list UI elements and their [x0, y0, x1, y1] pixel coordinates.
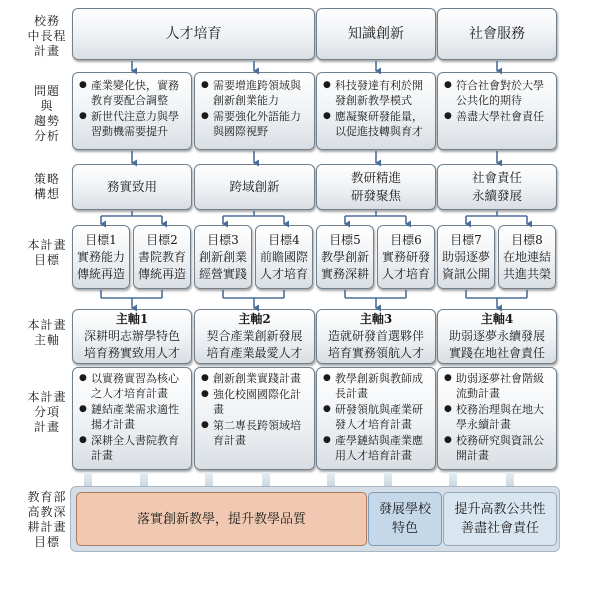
down-arrow-icon	[262, 472, 270, 487]
axis-line: 培育務實致用人才	[83, 346, 180, 360]
goal-line: 目標2	[146, 232, 178, 247]
row-label-moe-goals	[22, 490, 72, 550]
plan-header-service	[437, 8, 557, 60]
analysis-item: ● 善盡大學社會責任	[444, 109, 552, 124]
goal-line: 共進共榮	[502, 266, 551, 281]
goal-line: 前瞻國際	[259, 249, 308, 264]
analysis-item: ● 科技發達有利於開發創新教學模式	[323, 78, 431, 108]
axis-title: 主軸4	[480, 312, 514, 326]
goal-box-6	[377, 225, 435, 289]
plan-header-knowledge-text: 知識創新	[348, 26, 404, 42]
goal-line: 目標6	[390, 232, 422, 247]
goal-line: 實務能力	[76, 249, 125, 264]
analysis-item: ● 產業變化快，實務教育要配合調整	[79, 78, 187, 108]
goal-box-2	[133, 225, 191, 289]
goal-line: 目標4	[268, 232, 300, 247]
goal-line: 傳統再造	[76, 266, 125, 281]
axis-box-2	[194, 309, 315, 364]
goal-line: 資訊公開	[441, 266, 490, 281]
goal-line: 經營實踐	[198, 266, 247, 281]
goal-box-7	[437, 225, 495, 289]
sub-plan-item: ● 以實務實習為核心之人才培育計畫	[79, 371, 187, 401]
strategy-box-3	[316, 164, 436, 210]
sub-plan-item: ● 校務研究與資訊公開計畫	[444, 433, 552, 463]
goal-line: 書院教育	[137, 249, 186, 264]
axis-line: 造就研發首選夥伴	[327, 329, 424, 343]
sub-plan-item: ● 產學鏈結與產業應用人才培育計畫	[323, 433, 431, 463]
row-label-plan	[22, 14, 72, 59]
moe-goal-school-features	[368, 492, 442, 546]
goal-line: 人才培育	[381, 266, 430, 281]
analysis-item: ● 符合社會對於大學公共化的期待	[444, 78, 552, 108]
moe-goal-line: 發展學校	[378, 502, 431, 517]
down-arrow-icon	[506, 472, 514, 487]
analysis-item: ● 新世代注意力與學習動機需要提升	[79, 109, 187, 139]
analysis-item: ● 應凝聚研發能量，以促進技轉與育才	[323, 109, 431, 139]
axis-title: 主軸1	[115, 312, 149, 326]
strategy-line: 永續發展	[471, 188, 522, 203]
sub-plan-item: ● 創新創業實踐計畫	[201, 371, 310, 386]
plan-header-talent	[72, 8, 315, 60]
row-label-strategy	[22, 172, 72, 202]
sub-plan-box-3	[316, 367, 436, 470]
axis-box-3	[316, 309, 436, 364]
axis-title: 主軸3	[359, 312, 393, 326]
goal-line: 實務深耕	[320, 266, 369, 281]
sub-plan-item: ● 第二專長跨領域培育計畫	[201, 418, 310, 448]
axis-line: 助弱逐夢永續發展	[448, 329, 545, 343]
goal-box-4	[255, 225, 313, 289]
goal-box-8	[498, 225, 556, 289]
sub-plan-item: ● 鏈結產業需求適性揚才計畫	[79, 402, 187, 432]
row-label-analysis	[22, 84, 72, 144]
row-label-plan-text: 校務 中長程 計畫	[27, 14, 67, 58]
plan-header-talent-text: 人才培育	[165, 26, 222, 42]
analysis-item: ● 需要強化外語能力與國際視野	[201, 109, 310, 139]
strategy-line: 研發聚焦	[350, 188, 401, 203]
goal-line: 目標1	[85, 232, 117, 247]
row-label-moe-goals-text: 教育部 高教深 耕計畫 目標	[27, 490, 67, 549]
sub-plan-item: ● 深耕全人書院教育計畫	[79, 433, 187, 463]
axis-line: 契合產業創新發展	[206, 329, 303, 343]
goal-box-3	[194, 225, 252, 289]
axis-line: 培育實務領航人才	[327, 346, 424, 360]
moe-goal-public-responsibility	[443, 492, 557, 546]
moe-goal-teaching-quality	[76, 492, 367, 546]
row-label-axes-text: 本計畫 主軸	[27, 318, 67, 347]
sub-plan-item: ● 助弱逐夢社會階級流動計畫	[444, 371, 552, 401]
analysis-box-3	[316, 72, 436, 150]
goal-line: 助弱逐夢	[441, 249, 490, 264]
down-arrow-icon	[449, 472, 457, 487]
goal-line: 教學創新	[320, 249, 369, 264]
goal-line: 目標7	[450, 232, 482, 247]
strategy-line: 社會責任	[471, 170, 522, 185]
goal-line: 實務研發	[381, 249, 430, 264]
plan-header-service-text: 社會服務	[469, 26, 525, 42]
down-arrow-icon	[84, 472, 92, 487]
goal-box-5	[316, 225, 374, 289]
row-label-goals	[22, 238, 72, 268]
moe-goal-line: 特色	[391, 521, 418, 536]
sub-plan-box-4	[437, 367, 557, 470]
sub-plan-item: ● 校務治理與在地大學永續計畫	[444, 402, 552, 432]
row-label-goals-text: 本計畫 目標	[27, 238, 67, 267]
moe-goal-line: 善盡社會責任	[460, 521, 539, 536]
plan-header-knowledge	[316, 8, 436, 60]
strategy-box-2	[194, 164, 315, 210]
sub-plan-item: ● 強化校園國際化計畫	[201, 387, 310, 417]
moe-goal-line: 落實創新教學，提升教學品質	[136, 511, 306, 527]
goal-line: 目標8	[511, 232, 543, 247]
goal-line: 創新創業	[198, 249, 247, 264]
down-arrow-icon	[205, 472, 213, 487]
axis-line: 深耕明志辦學特色	[83, 329, 180, 343]
analysis-box-2	[194, 72, 315, 150]
strategy-box-1	[72, 164, 192, 210]
goal-line: 人才培育	[259, 266, 308, 281]
analysis-box-1	[72, 72, 192, 150]
down-arrow-icon	[140, 472, 148, 487]
row-label-sub-plans	[22, 390, 72, 435]
row-label-strategy-text: 策略 構想	[33, 172, 60, 201]
row-label-axes	[22, 318, 72, 348]
sub-plan-box-2	[194, 367, 315, 470]
moe-goal-line: 提升高教公共性	[454, 502, 546, 517]
row-label-sub-plans-text: 本計畫 分項 計畫	[27, 390, 67, 434]
strategy-line: 教研精進	[350, 170, 401, 185]
sub-plan-item: ● 教學創新與教師成長計畫	[323, 371, 431, 401]
sub-plan-box-1	[72, 367, 192, 470]
analysis-item: ● 需要增進跨領域與創新創業能力	[201, 78, 310, 108]
axis-title: 主軸2	[238, 312, 271, 326]
row-label-analysis-text: 問題 與 趨勢 分析	[33, 84, 60, 143]
goal-line: 傳統再造	[137, 266, 186, 281]
goal-line: 目標3	[207, 232, 239, 247]
axis-box-4	[437, 309, 557, 364]
strategy-box-4	[437, 164, 557, 210]
goal-box-1	[72, 225, 130, 289]
axis-box-1	[72, 309, 192, 364]
down-arrow-icon	[327, 472, 335, 487]
goal-line: 目標5	[329, 232, 361, 247]
goal-line: 在地連結	[502, 249, 551, 264]
axis-line: 培育產業最愛人才	[206, 346, 303, 360]
sub-plan-item: ● 研發領航與產業研發人才培育計畫	[323, 402, 431, 432]
strategy-line: 跨域創新	[229, 179, 280, 194]
down-arrow-icon	[384, 472, 392, 487]
analysis-box-4	[437, 72, 557, 150]
strategy-line: 務實致用	[106, 179, 157, 194]
axis-line: 實踐在地社會責任	[448, 346, 545, 360]
